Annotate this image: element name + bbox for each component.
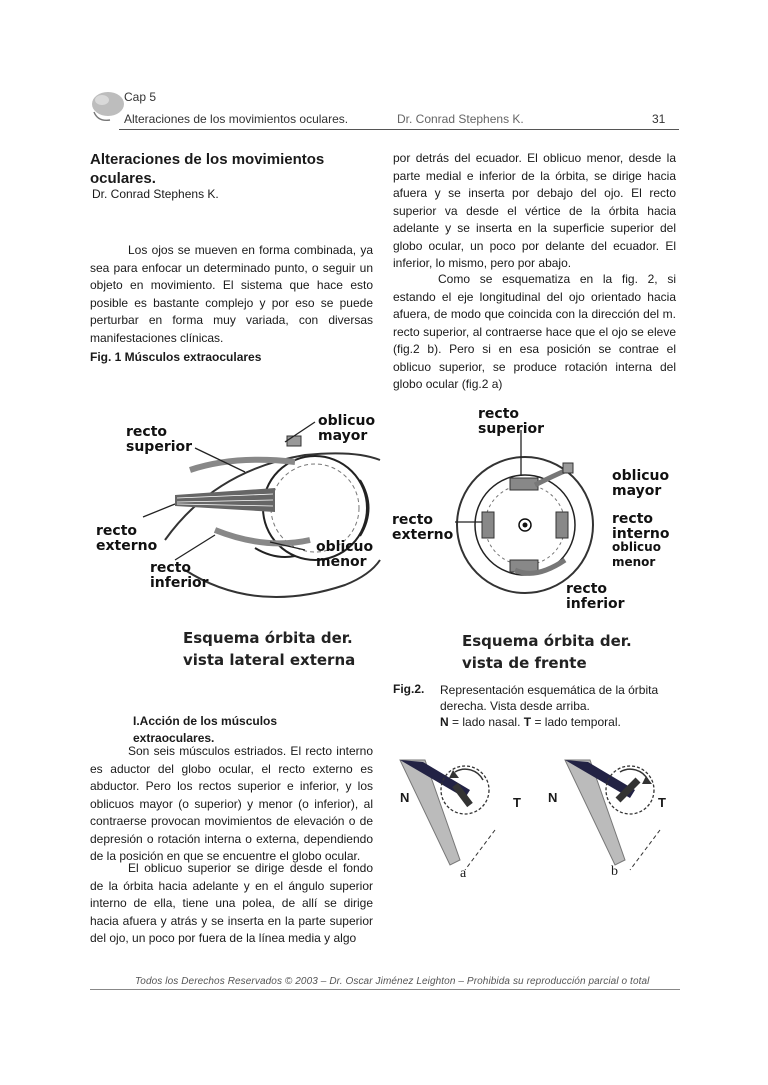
oblique-text: El oblicuo superior se dirige desde el fondo de la órbita hacia adelante y en el ángulo superior interno de ella, tiene una polea, de allí se dirige hacia afuera y atrás y se inserta en la parte superior del ojo, un poco por fuera de la línea media y algo <box>90 861 373 945</box>
header-author: Dr. Conrad Stephens K. <box>397 112 524 126</box>
footer-rule <box>90 989 680 990</box>
fig2-caption-label: Fig.2. <box>393 682 425 696</box>
fig1-schema-title: Esquema órbita der. <box>183 629 353 647</box>
fig1-label-recto-inferior: recto inferior <box>150 560 209 591</box>
right-paragraph-2 <box>393 271 676 394</box>
fig2-schema-subtitle: vista de frente <box>462 654 587 672</box>
fig2-caption-text: Representación esquemática de la órbita derecha. Vista desde arriba. <box>440 683 659 713</box>
fig2a-drawing <box>400 760 495 870</box>
fig2-label-recto-interno: recto interno <box>612 511 670 542</box>
header-page-number: 31 <box>652 112 666 126</box>
header-rule <box>119 129 679 130</box>
fig1-label-recto-superior: recto superior <box>126 424 193 455</box>
fig2-schema-title: Esquema órbita der. <box>462 632 632 650</box>
fig1-label-oblicuo-mayor: oblicuo mayor <box>318 413 376 444</box>
fig2b-drawing <box>565 760 660 870</box>
header-chapter: Cap 5 <box>124 90 157 104</box>
header-logo <box>88 84 128 128</box>
fig2a-label: a <box>460 866 467 881</box>
fig2a-t-label: T <box>513 795 521 810</box>
article-author: Dr. Conrad Stephens K. <box>92 187 219 201</box>
fig2ab-diagram <box>395 750 685 880</box>
right-para2-text: Como se esquematiza en la fig. 2, si estando el eje longitudinal del ojo orientado hacia afuera, de modo que coincida con la dirección del m. recto superior, al contraerse hace que el ojo se eleve (fig.2 b). Pero si en esa posición se contrae el oblicuo superior, se produce rotación interna del globo ocular (fig.2 a) <box>393 272 676 391</box>
fig2-label-recto-externo: recto externo <box>392 512 454 543</box>
oblique-paragraph <box>90 860 373 948</box>
fig1-label-recto-externo: recto externo <box>96 523 158 554</box>
fig1-caption: Fig. 1 Músculos extraoculares <box>90 350 262 364</box>
fig2-label-oblicuo-menor: oblicuo menor <box>612 540 661 569</box>
fig2-legend <box>440 714 675 730</box>
legend-n-val: = lado nasal. <box>452 715 521 729</box>
fig2a-n-label: N <box>400 790 410 805</box>
fig2b-t-label: T <box>658 795 666 810</box>
fig1-label-oblicuo-menor: oblicuo menor <box>316 539 374 570</box>
muscles-text: Son seis músculos estriados. El recto interno es aductor del globo ocular, el recto externo es abductor. Pero los rectos superior e inferior, y los oblicuos mayor (o superior) y menor (o inferior), al contraerse provocan movimientos de elevación o de depresión o rotación interna o externa, dependiendo de la posición en que se encuentre el globo ocular. <box>90 744 373 863</box>
fig2b-n-label: N <box>548 790 558 805</box>
legend-t-val: = lado temporal. <box>534 715 621 729</box>
fig2-caption <box>440 682 675 730</box>
right-para1-text: por detrás del ecuador. El oblicuo menor, desde la parte medial e inferior de la órbita, se dirige hacia afuera y se inserta por debajo del ojo. El recto superior va desde el vértice de la órbita hacia adelante y se inserta en la superficie superior del globo ocular, un poco por delante del ecuador. El inferior, lo mismo, pero por abajo. <box>393 151 676 270</box>
fig2-label-recto-inferior: recto inferior <box>566 581 625 612</box>
footer-copyright: Todos los Derechos Reservados © 2003 – Dr. Oscar Jiménez Leighton – Prohibida su reproducción parcial o total <box>135 976 650 987</box>
intro-text: Los ojos se mueven en forma combinada, ya sea para enfocar un determinado punto, o seguir un objeto en movimiento. El sistema que hace esto posible es bastante complejo y por eso se puede perturbar en forma muy variada, con diversas manifestaciones clínicas. <box>90 243 373 345</box>
section-heading: I.Acción de los músculos extraoculares. <box>133 714 278 745</box>
article-title: Alteraciones de los movimientos oculares. <box>90 151 325 187</box>
fig2-label-oblicuo-mayor: oblicuo mayor <box>612 468 670 499</box>
legend-t-key: T <box>523 715 532 729</box>
fig2-label-recto-superior: recto superior <box>478 406 545 437</box>
legend-n-key: N <box>440 715 449 729</box>
fig1-schema-subtitle: vista lateral externa <box>183 651 356 669</box>
fig2b-label: b <box>611 864 618 879</box>
right-paragraph-1 <box>393 150 676 273</box>
intro-paragraph <box>90 242 373 347</box>
muscles-paragraph <box>90 743 373 866</box>
header-section-title: Alteraciones de los movimientos oculares. <box>124 112 349 126</box>
